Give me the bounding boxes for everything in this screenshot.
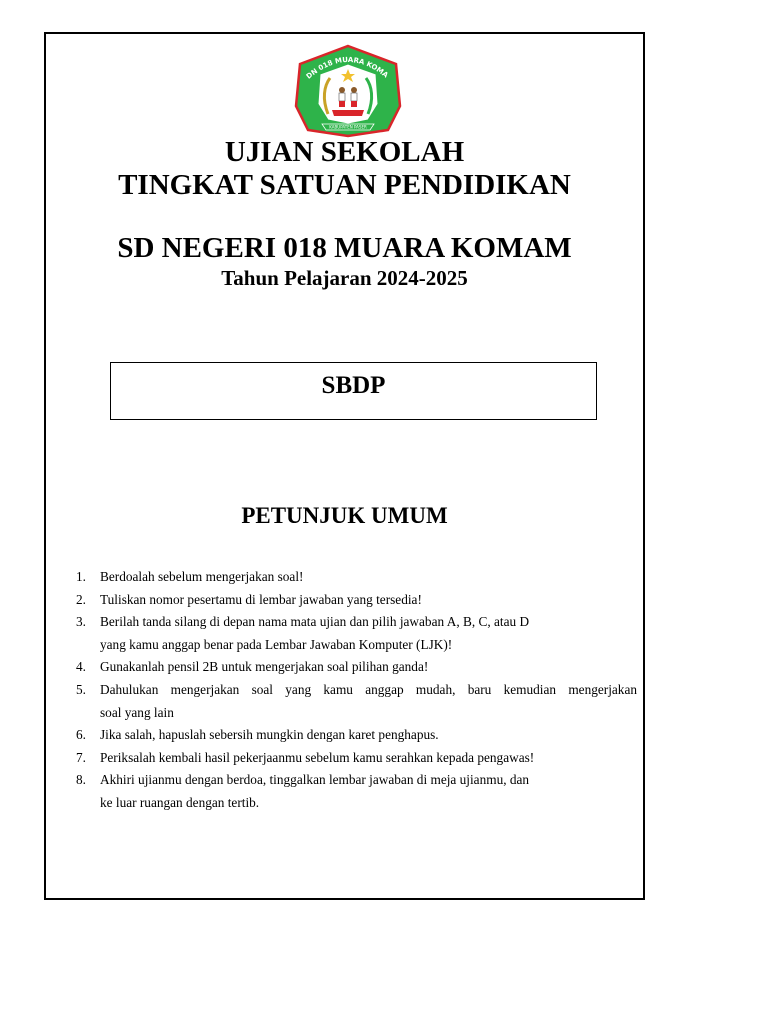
item-text: Jika salah, hapuslah sebersih mungkin dengan karet penghapus. <box>100 727 439 743</box>
subject-box <box>110 362 597 420</box>
exam-subtitle: TINGKAT SATUAN PENDIDIKAN <box>118 169 571 201</box>
list-item <box>72 724 637 747</box>
item-number: 2. <box>76 591 86 607</box>
exam-title: UJIAN SEKOLAH <box>224 136 465 168</box>
subject-name: SBDP <box>321 372 386 399</box>
item-number: 8. <box>76 772 86 788</box>
list-item <box>72 769 637 814</box>
item-number: 7. <box>76 749 86 765</box>
list-item <box>72 656 637 679</box>
item-text: ke luar ruangan dengan tertib. <box>100 794 260 810</box>
item-text: Dahulukan mengerjakan soal yang kamu anggap mudah, baru kemudian mengerjakan <box>100 681 637 697</box>
item-text: Akhiri ujianmu dengan berdoa, tinggalkan lembar jawaban di meja ujianmu, dan <box>100 772 530 788</box>
item-text: soal yang lain <box>100 704 174 720</box>
school-emblem-icon <box>292 44 404 138</box>
item-number: 5. <box>76 681 86 697</box>
school-name: SD NEGERI 018 MUARA KOMAM <box>117 232 572 264</box>
item-text: Tuliskan nomor pesertamu di lembar jawaban yang tersedia! <box>100 591 422 607</box>
item-number: 4. <box>76 659 86 675</box>
list-item <box>72 566 637 589</box>
list-item <box>72 679 637 724</box>
list-item <box>72 611 637 656</box>
item-text: Berdoalah sebelum mengerjakan soal! <box>100 569 304 584</box>
item-number: 1. <box>76 569 86 584</box>
item-text: Gunakanlah pensil 2B untuk mengerjakan soal pilihan ganda! <box>100 659 429 675</box>
emblem-banner-text: KABUPATEN PASER <box>329 124 367 130</box>
item-text: Periksalah kembali hasil pekerjaanmu sebelum kamu serahkan kepada pengawas! <box>100 749 535 765</box>
item-number: 3. <box>76 614 86 630</box>
item-text: yang kamu anggap benar pada Lembar Jawaban Komputer (LJK)! <box>100 636 453 652</box>
item-number: 6. <box>76 727 86 743</box>
academic-year: Tahun Pelajaran 2024-2025 <box>221 266 468 290</box>
instructions-list <box>72 566 637 815</box>
item-text: Berilah tanda silang di depan nama mata ujian dan pilih jawaban A, B, C, atau D <box>100 614 530 630</box>
list-item <box>72 589 637 612</box>
emblem-ring-text: DN 018 MUARA KOMA <box>304 55 390 81</box>
list-item <box>72 747 637 770</box>
instructions-title: PETUNJUK UMUM <box>241 503 448 528</box>
